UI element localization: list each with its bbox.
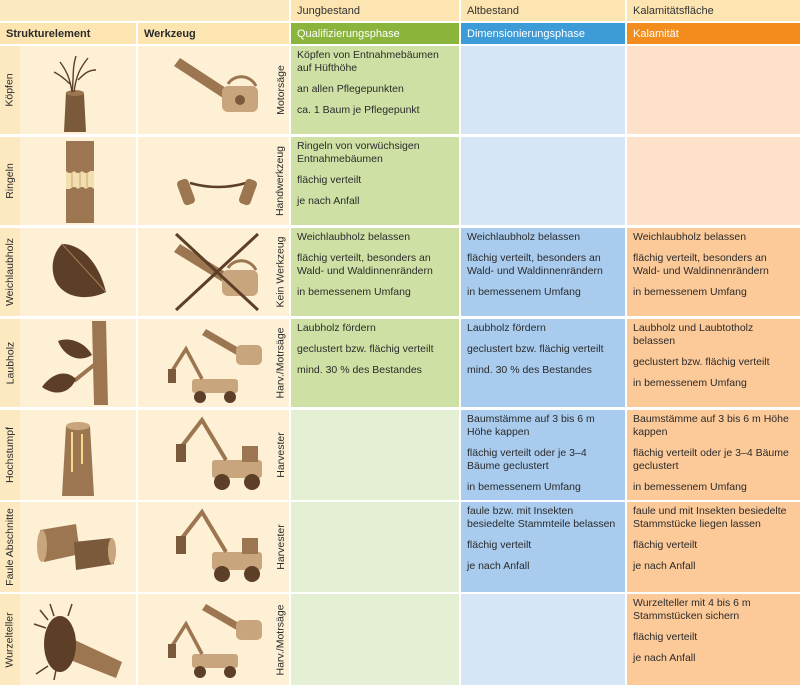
measure-text: Ringeln von vorwüchsigen Entnahmebäumen: [297, 140, 420, 165]
birch-leaf-icon: [26, 230, 126, 314]
tool-label-text: Harvester: [274, 432, 287, 478]
harvester-chainsaw-icon: [162, 596, 272, 680]
measure-text: faule und mit Insekten besiedelte Stammstücke liegen lassen: [633, 505, 787, 530]
measure-text: ca. 1 Baum je Pflegepunkt: [297, 104, 420, 116]
harvester-icon: [162, 504, 272, 588]
measure-text: flächig verteilt: [467, 539, 532, 551]
measure-text: je nach Anfall: [633, 560, 696, 572]
measure-cell-jung: [291, 319, 459, 407]
measure-text: flächig verteilt, besonders an Wald- und Waldinnenrändern: [297, 252, 433, 277]
tool-label: [272, 594, 289, 685]
measure-cell-kal: [627, 137, 800, 225]
measure-text: Baumstämme auf 3 bis 6 m Höhe kappen: [633, 413, 789, 438]
measure-text: mind. 30 % des Bestandes: [297, 364, 422, 376]
tool-label: [272, 410, 289, 500]
measure-text: in bemessenem Umfang: [297, 286, 411, 298]
root-plate-icon: [26, 596, 126, 680]
structure-cell: [0, 594, 136, 685]
measure-text: Weichlaubholz belassen: [297, 231, 411, 243]
stage-header: [291, 0, 459, 21]
measure-text: mind. 30 % des Bestandes: [467, 364, 592, 376]
harvester-chainsaw-icon: [162, 321, 272, 405]
phase-header: [627, 23, 800, 44]
measure-text: an allen Pflegepunkten: [297, 83, 404, 95]
measure-cell-jung: [291, 594, 459, 685]
tool-label: [272, 46, 289, 134]
tool-label: [272, 319, 289, 407]
measure-text: in bemessenem Umfang: [633, 377, 747, 389]
measure-cell-kal: [627, 410, 800, 500]
tool-cell: [138, 594, 289, 685]
column-header-label: Strukturelement: [6, 27, 91, 40]
structure-label-text: Hochstumpf: [4, 426, 16, 484]
measure-text: Laubholz und Laubtotholz belassen: [633, 322, 754, 347]
measure-cell-alt: [461, 46, 625, 134]
rotten-logs-icon: [26, 504, 126, 588]
high-stump-icon: [26, 412, 126, 496]
measure-text: flächig verteilt oder je 3–4 Bäume geclustert: [467, 447, 587, 472]
measure-text: in bemessenem Umfang: [467, 286, 581, 298]
tool-label: [272, 502, 289, 592]
structure-label-text: Wurzelteller: [4, 611, 16, 668]
measure-cell-jung: [291, 137, 459, 225]
measure-text: geclustert bzw. flächig verteilt: [633, 356, 770, 368]
harvester-icon: [162, 412, 272, 496]
measure-cell-kal: [627, 228, 800, 316]
measure-text: in bemessenem Umfang: [467, 481, 581, 493]
measure-cell-jung: [291, 410, 459, 500]
chainsaw-icon: [162, 48, 272, 132]
stage-header: [627, 0, 800, 21]
ringed-trunk-icon: [26, 139, 126, 223]
stage-name: Altbestand: [467, 4, 519, 17]
structure-label: [0, 228, 20, 316]
measure-cell-alt: [461, 410, 625, 500]
measure-text: flächig verteilt: [633, 539, 698, 551]
structure-label-text: Ringeln: [4, 163, 17, 199]
tool-label-text: Kein Werkzeug: [274, 236, 287, 308]
structure-cell: [0, 410, 136, 500]
structure-label-text: Weichlaubholz: [4, 237, 17, 307]
tool-label: [272, 228, 289, 316]
tool-label: [272, 137, 289, 225]
phase-name: Dimensionierungsphase: [467, 27, 586, 40]
measure-text: Weichlaubholz belassen: [633, 231, 747, 243]
measure-text: Baumstämme auf 3 bis 6 m Höhe kappen: [467, 413, 595, 438]
structure-label: [0, 46, 20, 134]
measure-text: flächig verteilt, besonders an Wald- und Waldinnenrändern: [633, 252, 769, 277]
beheaded-tree-icon: [26, 48, 126, 132]
structure-label: [0, 410, 20, 500]
stage-header: [461, 0, 625, 21]
measure-text: flächig verteilt: [633, 631, 698, 643]
tool-cell: [138, 502, 289, 592]
measure-text: Weichlaubholz belassen: [467, 231, 581, 243]
structure-label: [0, 502, 20, 592]
measure-cell-alt: [461, 137, 625, 225]
tool-label-text: Harv./Motrsäge: [274, 327, 287, 399]
tool-cell: [138, 46, 289, 134]
structure-label: [0, 137, 20, 225]
measure-cell-alt: [461, 319, 625, 407]
phase-name: Qualifizierungsphase: [297, 27, 400, 40]
measure-cell-kal: [627, 319, 800, 407]
structure-cell: [0, 228, 136, 316]
measure-text: je nach Anfall: [633, 652, 696, 664]
measure-cell-jung: [291, 502, 459, 592]
tool-label-text: Handwerkzeug: [274, 145, 287, 217]
structure-label-text: Köpfen: [4, 73, 16, 107]
phase-header: [291, 23, 459, 44]
drawknife-icon: [162, 139, 272, 223]
measure-cell-kal: [627, 594, 800, 685]
structure-cell: [0, 319, 136, 407]
structure-cell: [0, 46, 136, 134]
measure-text: geclustert bzw. flächig verteilt: [467, 343, 604, 355]
measure-cell-kal: [627, 502, 800, 592]
measure-text: je nach Anfall: [297, 195, 360, 207]
measure-text: Laubholz fördern: [297, 322, 376, 334]
measure-cell-kal: [627, 46, 800, 134]
stage-name: Kalamitätsfläche: [633, 4, 714, 17]
measure-text: faule bzw. mit Insekten besiedelte Stammteile belassen: [467, 505, 616, 530]
broadleaf-branch-icon: [26, 321, 126, 405]
tool-label-text: Motorsäge: [274, 65, 287, 115]
structure-cell: [0, 502, 136, 592]
measure-text: flächig verteilt, besonders an Wald- und Waldinnenrändern: [467, 252, 603, 277]
crossed-chainsaw-icon: [162, 230, 272, 314]
phase-name: Kalamität: [633, 27, 679, 40]
measure-cell-jung: [291, 228, 459, 316]
measure-text: flächig verteilt oder je 3–4 Bäume geclustert: [633, 447, 789, 472]
tool-cell: [138, 137, 289, 225]
structure-label: [0, 594, 20, 685]
column-header-label: Werkzeug: [144, 27, 196, 40]
measure-text: in bemessenem Umfang: [633, 481, 747, 493]
measure-cell-alt: [461, 228, 625, 316]
phase-header: [461, 23, 625, 44]
structure-label-text: Faule Abschnitte: [4, 508, 17, 586]
measure-text: Wurzelteller mit 4 bis 6 m Stammstücken sichern: [633, 597, 751, 622]
column-header: [138, 23, 289, 44]
measure-cell-jung: [291, 46, 459, 134]
structure-label-text: Laubholz: [4, 341, 16, 385]
tool-cell: [138, 228, 289, 316]
structure-cell: [0, 137, 136, 225]
measure-text: je nach Anfall: [467, 560, 530, 572]
tool-cell: [138, 319, 289, 407]
measure-cell-alt: [461, 594, 625, 685]
measure-text: flächig verteilt: [297, 174, 362, 186]
measure-cell-alt: [461, 502, 625, 592]
measure-text: Laubholz fördern: [467, 322, 546, 334]
tool-label-text: Harv./Motrsäge: [274, 604, 287, 675]
column-header: [0, 23, 136, 44]
tool-cell: [138, 410, 289, 500]
measure-text: in bemessenem Umfang: [633, 286, 747, 298]
measure-text: geclustert bzw. flächig verteilt: [297, 343, 434, 355]
header-blank: [0, 0, 289, 21]
tool-label-text: Harvester: [274, 524, 287, 570]
measure-text: Köpfen von Entnahmebäumen auf Hüfthöhe: [297, 49, 439, 74]
stage-name: Jungbestand: [297, 4, 360, 17]
structure-label: [0, 319, 20, 407]
